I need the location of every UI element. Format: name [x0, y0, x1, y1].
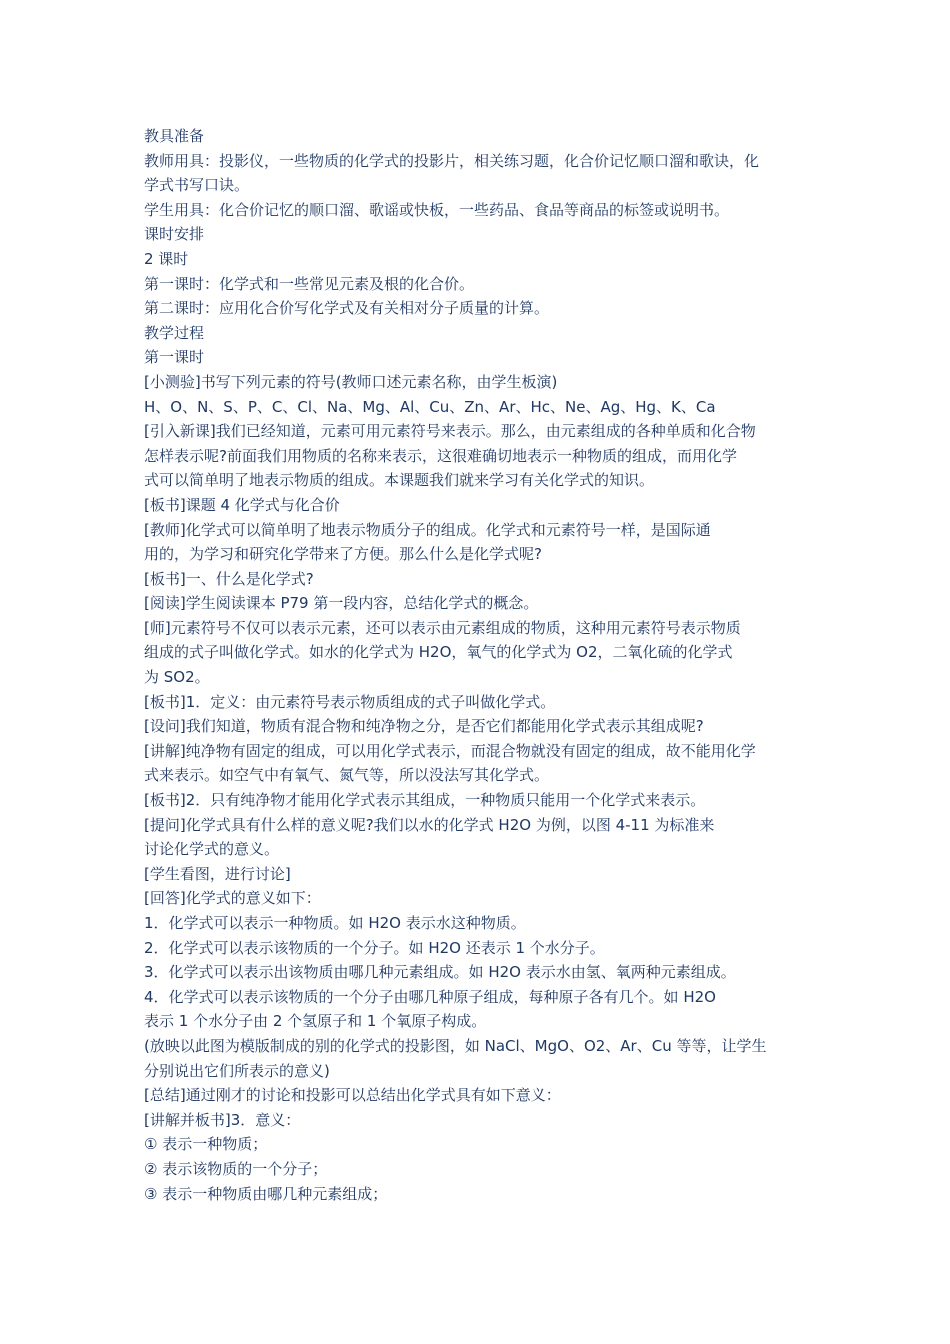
- text-line: [讲解并板书]3．意义：: [144, 1110, 301, 1129]
- text-line: [提问]化学式具有什么样的意义呢?我们以水的化学式 H2O 为例，以图 4-11 为标准来: [144, 815, 715, 834]
- text-line: [教师]化学式可以简单明了地表示物质分子的组成。化学式和元素符号一样，是国际通: [144, 520, 711, 539]
- text-line: 第一课时：化学式和一些常见元素及根的化合价。: [144, 274, 475, 293]
- text-line: 4．化学式可以表示该物质的一个分子由哪几种原子组成，每种原子各有几个。如 H2O: [144, 987, 716, 1006]
- text-line: 课时安排: [144, 225, 205, 244]
- text-line: H、O、N、S、P、C、Cl、Na、Mg、Al、Cu、Zn、Ar、Hc、Ne、Ag、Hg、K、Ca: [144, 397, 716, 416]
- text-line: ① 表示一种物质；: [144, 1135, 268, 1154]
- text-line: 第一课时: [144, 348, 205, 367]
- text-line: [板书]1．定义：由元素符号表示物质组成的式子叫做化学式。: [144, 692, 556, 711]
- text-line: [讲解]纯净物有固定的组成，可以用化学式表示，而混合物就没有固定的组成，故不能用化学: [144, 741, 756, 760]
- text-line: 组成的式子叫做化学式。如水的化学式为 H2O，氧气的化学式为 O2，二氧化硫的化学式: [144, 643, 733, 662]
- text-line: 表示 1 个水分子由 2 个氢原子和 1 个氧原子构成。: [144, 1012, 487, 1031]
- text-line: 式来表示。如空气中有氧气、氮气等，所以没法写其化学式。: [144, 766, 550, 785]
- text-line: 1．化学式可以表示一种物质。如 H2O 表示水这种物质。: [144, 914, 526, 932]
- text-line: [设问]我们知道，物质有混合物和纯净物之分，是否它们都能用化学式表示其组成呢?: [144, 717, 704, 736]
- text-line: 2．化学式可以表示该物质的一个分子。如 H2O 还表示 1 个水分子。: [144, 938, 605, 957]
- text-line: 分别说出它们所表示的意义): [144, 1061, 330, 1080]
- text-line: 3．化学式可以表示出该物质由哪几种元素组成。如 H2O 表示水由氢、氧两种元素组成。: [144, 963, 736, 982]
- text-line: [板书]2．只有纯净物才能用化学式表示其组成，一种物质只能用一个化学式来表示。: [144, 791, 706, 810]
- text-line: 第二课时：应用化合价写化学式及有关相对分子质量的计算。: [144, 299, 550, 318]
- text-line: 教师用具：投影仪，一些物质的化学式的投影片，相关练习题，化合价记忆顺口溜和歌诀，化: [144, 151, 760, 170]
- text-line: ③ 表示一种物质由哪几种元素组成；: [144, 1184, 388, 1203]
- text-line: [板书]课题 4 化学式与化合价: [144, 495, 340, 514]
- text-line: 用的，为学习和研究化学带来了方便。那么什么是化学式呢?: [144, 545, 542, 564]
- text-line: 2 课时: [144, 249, 189, 268]
- text-line: [师]元素符号不仅可以表示元素，还可以表示由元素组成的物质，这种用元素符号表示物质: [144, 618, 741, 637]
- text-line: [阅读]学生阅读课本 P79 第一段内容，总结化学式的概念。: [144, 594, 539, 613]
- text-line: [总结]通过刚才的讨论和投影可以总结出化学式具有如下意义：: [144, 1086, 561, 1105]
- text-line: 学式书写口诀。: [144, 176, 250, 195]
- text-line: [回答]化学式的意义如下：: [144, 889, 321, 908]
- text-line: [引入新课]我们已经知道，元素可用元素符号来表示。那么，由元素组成的各种单质和化合物: [144, 422, 756, 441]
- text-line: 怎样表示呢?前面我们用物质的名称来表示，这很难确切地表示一种物质的组成，而用化学: [144, 446, 737, 465]
- document-body: [144, 124, 814, 1206]
- text-line: [板书]一、什么是化学式?: [144, 569, 314, 588]
- text-line: 讨论化学式的意义。: [144, 840, 280, 859]
- text-line: 学生用具：化合价记忆的顺口溜、歌谣或快板，一些药品、食品等商品的标签或说明书。: [144, 200, 730, 219]
- text-line: 式可以简单明了地表示物质的组成。本课题我们就来学习有关化学式的知识。: [144, 471, 655, 490]
- text-line: [小测验]书写下列元素的符号(教师口述元素名称，由学生板演): [144, 372, 558, 391]
- text-line: ② 表示该物质的一个分子；: [144, 1159, 328, 1178]
- text-line: 为 SO2。: [144, 668, 210, 687]
- text-line: (放映以此图为模版制成的别的化学式的投影图，如 NaCl、MgO、O2、Ar、Cu 等等，让学生: [144, 1036, 767, 1055]
- text-line: 教具准备: [144, 127, 205, 145]
- text-line: [学生看图，进行讨论]: [144, 864, 291, 883]
- text-line: 教学过程: [144, 323, 205, 342]
